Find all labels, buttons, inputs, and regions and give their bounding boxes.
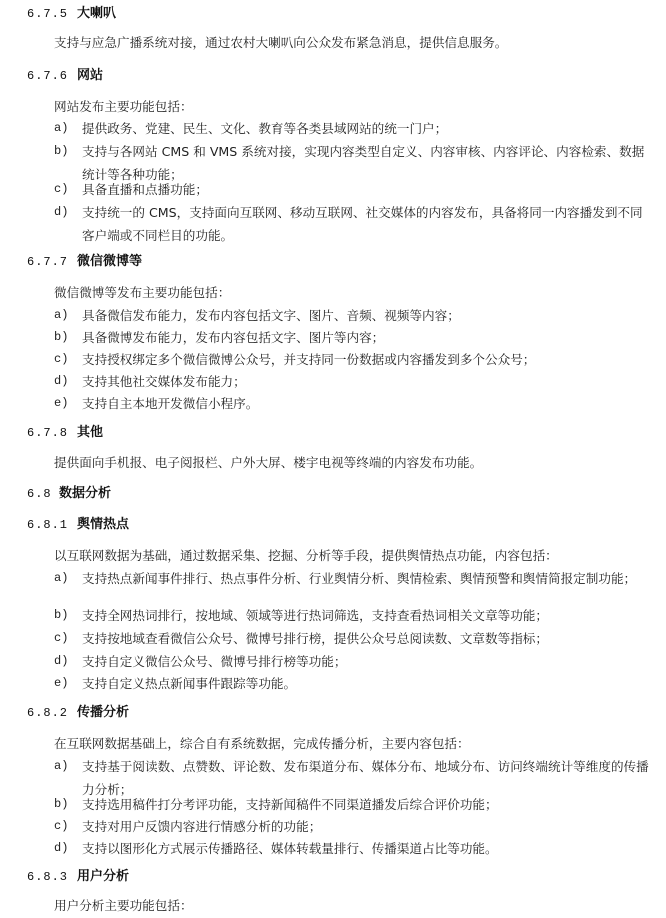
list-item [54,567,654,590]
section-heading-6-7-8 [27,422,103,444]
list-item [54,326,654,349]
list-marker: a) [54,121,69,135]
list-item-text: 具备微博发布能力，发布内容包括文字、图片等内容； [82,330,385,345]
list-item [54,627,654,650]
list-marker: d) [54,654,69,668]
list-item-text: 支持其他社交媒体发布能力； [82,374,246,389]
list-item [54,672,654,695]
section-heading-6-8-2 [27,702,129,724]
section-intro: 微信微博等发布主要功能包括： [54,285,231,300]
list-marker: a) [54,571,69,585]
list-item [54,793,654,816]
list-marker: c) [54,819,69,833]
list-item-text: 具备微信发布能力，发布内容包括文字、图片、音频、视频等内容； [82,308,460,323]
list-item-text: 支持授权绑定多个微信微博公众号，并支持同一份数据或内容播发到多个公众号； [82,352,536,367]
section-number: 6.7.8 [27,426,69,440]
list-item-text: 支持与各网站 CMS 和 VMS 系统对接，实现内容类型自定义、内容审核、内容评论、内容检索、数据统计等各种功能； [82,144,645,182]
section-title: 网站 [77,68,104,83]
section-number: 6.7.7 [27,255,69,269]
list-item-text: 支持对用户反馈内容进行情感分析的功能； [82,819,322,834]
list-item-text: 提供政务、党建、民生、文化、教育等各类县域网站的统一门户； [82,121,448,136]
list-marker: b) [54,330,69,344]
list-item [54,348,654,371]
list-marker: a) [54,308,69,322]
list-item [54,117,654,140]
section-number: 6.8 [27,487,52,501]
section-heading-6-8-3 [27,866,129,888]
section-heading-6-7-5 [27,3,116,25]
list-item-text: 支持全网热词排行，按地域、领域等进行热词筛选，支持查看热词相关文章等功能； [82,608,548,623]
list-item-text: 支持自主本地开发微信小程序。 [82,396,259,411]
section-intro: 支持与应急广播系统对接，通过农村大喇叭向公众发布紧急消息，提供信息服务。 [54,35,508,50]
section-number: 6.7.6 [27,69,69,83]
list-marker: b) [54,144,69,158]
section-title: 用户分析 [77,869,130,884]
section-intro: 在互联网数据基础上，综合自有系统数据，完成传播分析，主要内容包括： [54,736,470,751]
list-item-text: 支持热点新闻事件排行、热点事件分析、行业舆情分析、舆情检索、舆情预警和舆情简报定制功能； [82,571,637,586]
list-item [54,604,654,627]
list-item [54,201,654,247]
list-item [54,304,654,327]
list-item-text: 支持以图形化方式展示传播路径、媒体转载量排行、传播渠道占比等功能。 [82,841,498,856]
section-heading-6-7-7 [27,251,142,273]
list-marker: e) [54,676,69,690]
list-item-text: 支持选用稿件打分考评功能，支持新闻稿件不同渠道播发后综合评价功能； [82,797,498,812]
list-item [54,815,654,838]
list-item-text: 具备直播和点播功能； [82,182,208,197]
list-marker: b) [54,797,69,811]
list-item [54,370,654,393]
section-heading-6-7-6 [27,65,103,87]
section-title: 舆情热点 [77,517,130,532]
section-number: 6.8.1 [27,518,69,532]
list-item [54,650,654,673]
section-number: 6.8.2 [27,706,69,720]
section-intro: 用户分析主要功能包括： [54,898,193,913]
list-item-text: 支持自定义微信公众号、微博号排行榜等功能； [82,654,347,669]
list-item-text: 支持按地域查看微信公众号、微博号排行榜，提供公众号总阅读数、文章数等指标； [82,631,548,646]
section-number: 6.8.3 [27,870,69,884]
list-marker: c) [54,352,69,366]
section-intro: 以互联网数据为基础，通过数据采集、挖掘、分析等手段，提供舆情热点功能，内容包括： [54,548,558,563]
list-marker: a) [54,759,69,773]
list-item-text: 支持基于阅读数、点赞数、评论数、发布渠道分布、媒体分布、地域分布、访问终端统计等维度的传播力分析； [82,759,649,797]
list-marker: d) [54,205,69,219]
list-item-text: 支持自定义热点新闻事件跟踪等功能。 [82,676,297,691]
list-marker: d) [54,374,69,388]
section-intro: 提供面向手机报、电子阅报栏、户外大屏、楼宇电视等终端的内容发布功能。 [54,455,483,470]
section-number: 6.7.5 [27,7,69,21]
list-marker: b) [54,608,69,622]
list-marker: c) [54,631,69,645]
section-title: 其他 [77,425,104,440]
section-heading-6-8-1 [27,514,129,536]
list-item [54,837,654,860]
list-marker: c) [54,182,69,196]
list-item [54,178,654,201]
section-intro: 网站发布主要功能包括： [54,99,193,114]
section-title: 数据分析 [59,486,112,501]
list-item-text: 支持统一的 CMS，支持面向互联网、移动互联网、社交媒体的内容发布，具备将同一内容播发到不同客户端或不同栏目的功能。 [82,205,643,243]
section-title: 大喇叭 [77,6,117,21]
section-heading-6-8 [27,483,111,505]
list-marker: d) [54,841,69,855]
list-marker: e) [54,396,69,410]
section-title: 传播分析 [77,705,130,720]
list-item [54,392,654,415]
section-title: 微信微博等 [77,254,143,269]
